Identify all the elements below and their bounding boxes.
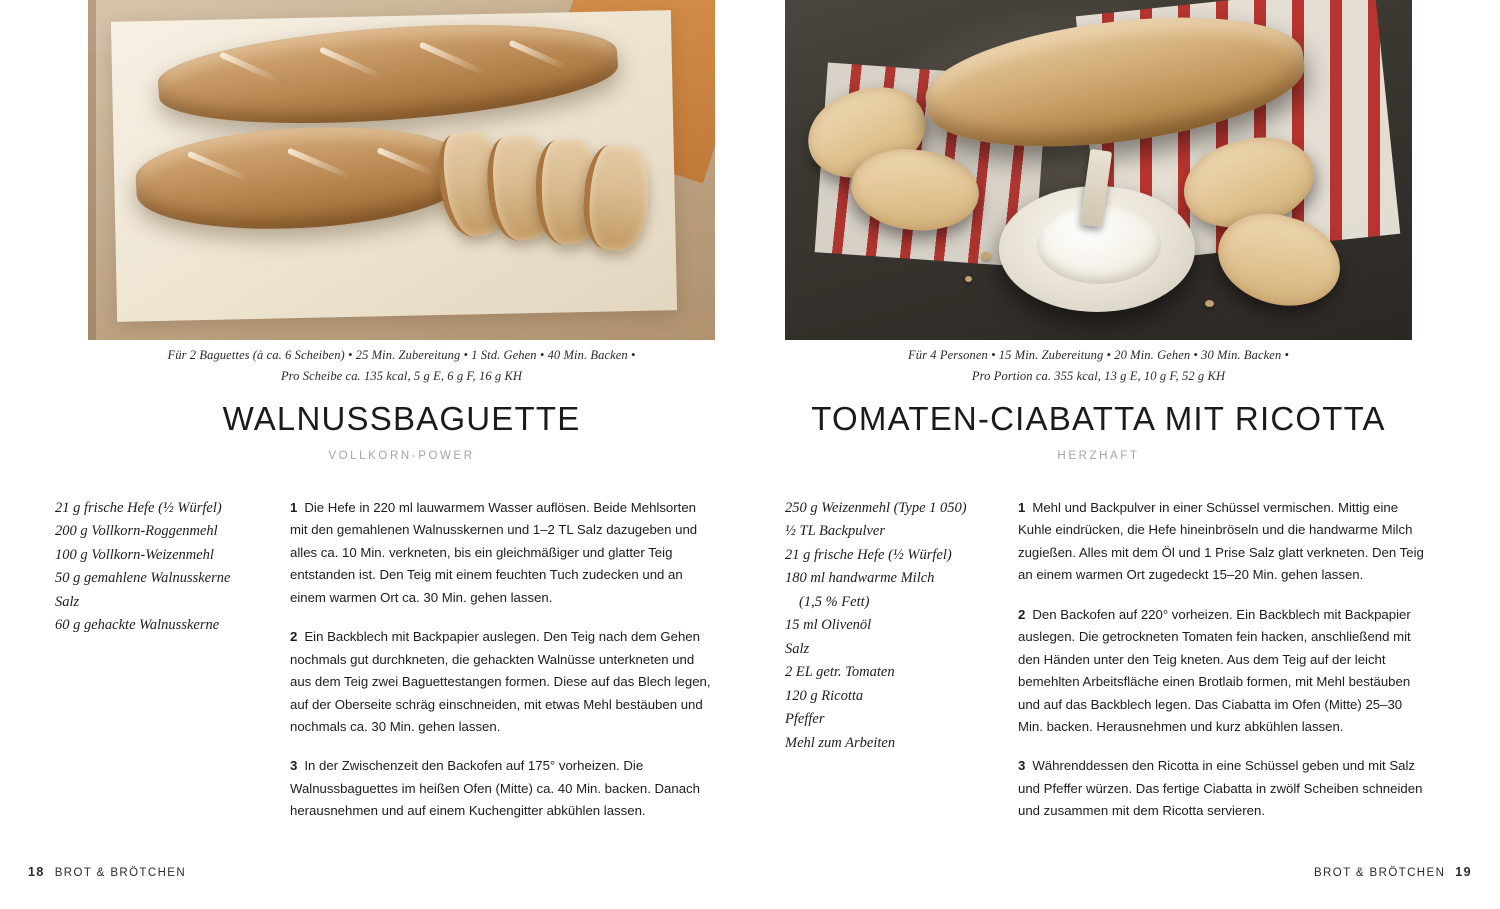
ingredient-item: 21 g frische Hefe (½ Würfel)	[785, 546, 952, 563]
ingredient-item: 21 g frische Hefe (½ Würfel)	[55, 500, 222, 516]
recipe-title: WALNUSSBAGUETTE	[222, 400, 581, 437]
recipe-body	[55, 497, 715, 823]
ingredient-item: 60 g gehackte Walnusskerne	[55, 617, 220, 634]
step-number: 1	[290, 500, 298, 515]
step-item	[290, 755, 715, 822]
step-item	[290, 497, 715, 609]
page-footer-right	[1314, 865, 1472, 879]
ingredients-list	[55, 497, 260, 823]
step-text: Den Backofen auf 220° vorheizen. Ein Backblech mit Backpapier auslegen. Die getrockneten Tomaten fein hacken, anschließend mit den Händen unter den Teig kneten. Aus dem Teig auf der leicht bemehlten Arbeitsfläche einen Brotlaib formen, mit Mehl bestäuben und auf das Backblech legen. Das Ciabatta im Ofen (Mitte) 25–30 Min. backen. Herausnehmen und kurz abkühlen lassen.	[1018, 606, 1411, 734]
ingredient-item: 200 g Vollkorn-Roggenmehl	[55, 523, 218, 540]
page-number: 18	[28, 865, 45, 879]
step-text: Mehl und Backpulver in einer Schüssel vermischen. Mittig eine Kuhle eindrücken, die Hefe hineinbröseln und die handwarme Milch zugießen. Alles mit dem Öl und 1 Prise Salz glatt verkneten. Den Teig an einem warmen Ort zugedeckt 15–20 Min. gehen lassen.	[1018, 500, 1424, 583]
chapter-name: BROT & BRÖTCHEN	[1313, 867, 1446, 879]
ingredient-item: Salz	[55, 593, 80, 610]
preparation-steps	[290, 497, 715, 823]
ingredient-item: 50 g gemahlene Walnusskerne	[55, 570, 231, 587]
ingredient-item: ½ TL Backpulver	[785, 523, 886, 540]
step-number: 2	[1018, 606, 1026, 622]
ingredients-list	[785, 497, 990, 823]
ingredient-item: 2 EL getr. Tomaten	[785, 664, 895, 681]
recipe-heading	[88, 400, 715, 462]
recipe-meta	[88, 345, 715, 386]
step-item	[1018, 755, 1425, 822]
step-text: Die Hefe in 220 ml lauwarmem Wasser auflösen. Beide Mehlsorten mit den gemahlenen Walnusskernen und 1–2 TL Salz dazugeben und alles ca. 10 Min. verkneten, bis ein gleichmäßiger und glatter Teig entstanden ist. Den Teig mit einem feuchten Tuch zudecken und an einem warmen Ort ca. 30 Min. gehen lassen.	[290, 500, 698, 605]
recipe-meta	[785, 345, 1412, 386]
step-item	[1018, 497, 1425, 587]
ingredient-item: 250 g Weizenmehl (Type 1 050)	[785, 500, 967, 516]
bread-crumb	[965, 276, 972, 282]
chapter-name: BROT & BRÖTCHEN	[54, 867, 187, 879]
recipe-subtitle: HERZHAFT	[1057, 450, 1140, 462]
ingredient-item: 120 g Ricotta	[785, 687, 864, 704]
step-number: 3	[1018, 758, 1026, 774]
step-item	[1018, 604, 1425, 739]
recipe-heading	[785, 400, 1412, 462]
step-number: 2	[290, 629, 298, 645]
page-number: 19	[1455, 865, 1472, 879]
recipe-meta-line-2: Pro Scheibe ca. 135 kcal, 5 g E, 6 g F, 16 g KH	[280, 368, 523, 383]
ingredient-item: Mehl zum Arbeiten	[785, 734, 896, 751]
ingredient-item: (1,5 % Fett)	[799, 593, 870, 610]
ingredient-item: 180 ml handwarme Milch	[785, 570, 935, 587]
walnut-baguette-photo	[88, 0, 715, 340]
bread-crumb	[981, 252, 991, 260]
tomato-ciabatta-photo	[785, 0, 1412, 340]
step-text: Ein Backblech mit Backpapier auslegen. Den Teig nach dem Gehen nochmals gut durchkneten, die gehackten Walnüsse unterkneten und aus dem Teig zwei Baguettestangen formen. Diese auf das Blech legen, auf der Oberseite schräg einschneiden, mit etwas Mehl bestäuben und nochmals ca. 30 Min. gehen lassen.	[290, 629, 711, 734]
ingredient-item: 15 ml Olivenöl	[785, 617, 872, 634]
recipe-title: TOMATEN-CIABATTA MIT RICOTTA	[811, 400, 1386, 437]
step-item	[290, 626, 715, 738]
recipe-meta-line-1: Für 2 Baguettes (à ca. 6 Scheiben) • 25 Min. Zubereitung • 1 Std. Gehen • 40 Min. Backen •	[167, 348, 636, 362]
recipe-subtitle: VOLLKORN-POWER	[328, 450, 475, 462]
recipe-body	[785, 497, 1425, 823]
ingredient-item: Pfeffer	[785, 711, 825, 728]
recipe-meta-line-2: Pro Portion ca. 355 kcal, 13 g E, 10 g F, 52 g KH	[971, 368, 1226, 383]
ingredient-item: Salz	[785, 640, 810, 657]
step-number: 1	[1018, 500, 1026, 515]
ingredient-item: 100 g Vollkorn-Weizenmehl	[55, 546, 214, 563]
step-number: 3	[290, 758, 298, 774]
page-right	[750, 0, 1500, 909]
step-text: Währenddessen den Ricotta in eine Schüssel geben und mit Salz und Pfeffer würzen. Das fertige Ciabatta in zwölf Scheiben schneiden und zusammen mit dem Ricotta servieren.	[1018, 758, 1423, 819]
bread-crumb	[1205, 300, 1214, 307]
recipe-meta-line-1: Für 4 Personen • 15 Min. Zubereitung • 20 Min. Gehen • 30 Min. Backen •	[907, 348, 1290, 362]
page-footer-left	[28, 865, 186, 879]
preparation-steps	[1018, 497, 1425, 823]
step-text: In der Zwischenzeit den Backofen auf 175° vorheizen. Die Walnussbaguettes im heißen Ofen (Mitte) ca. 40 Min. backen. Danach herausnehmen und auf einem Kuchengitter abkühlen lassen.	[290, 758, 700, 819]
